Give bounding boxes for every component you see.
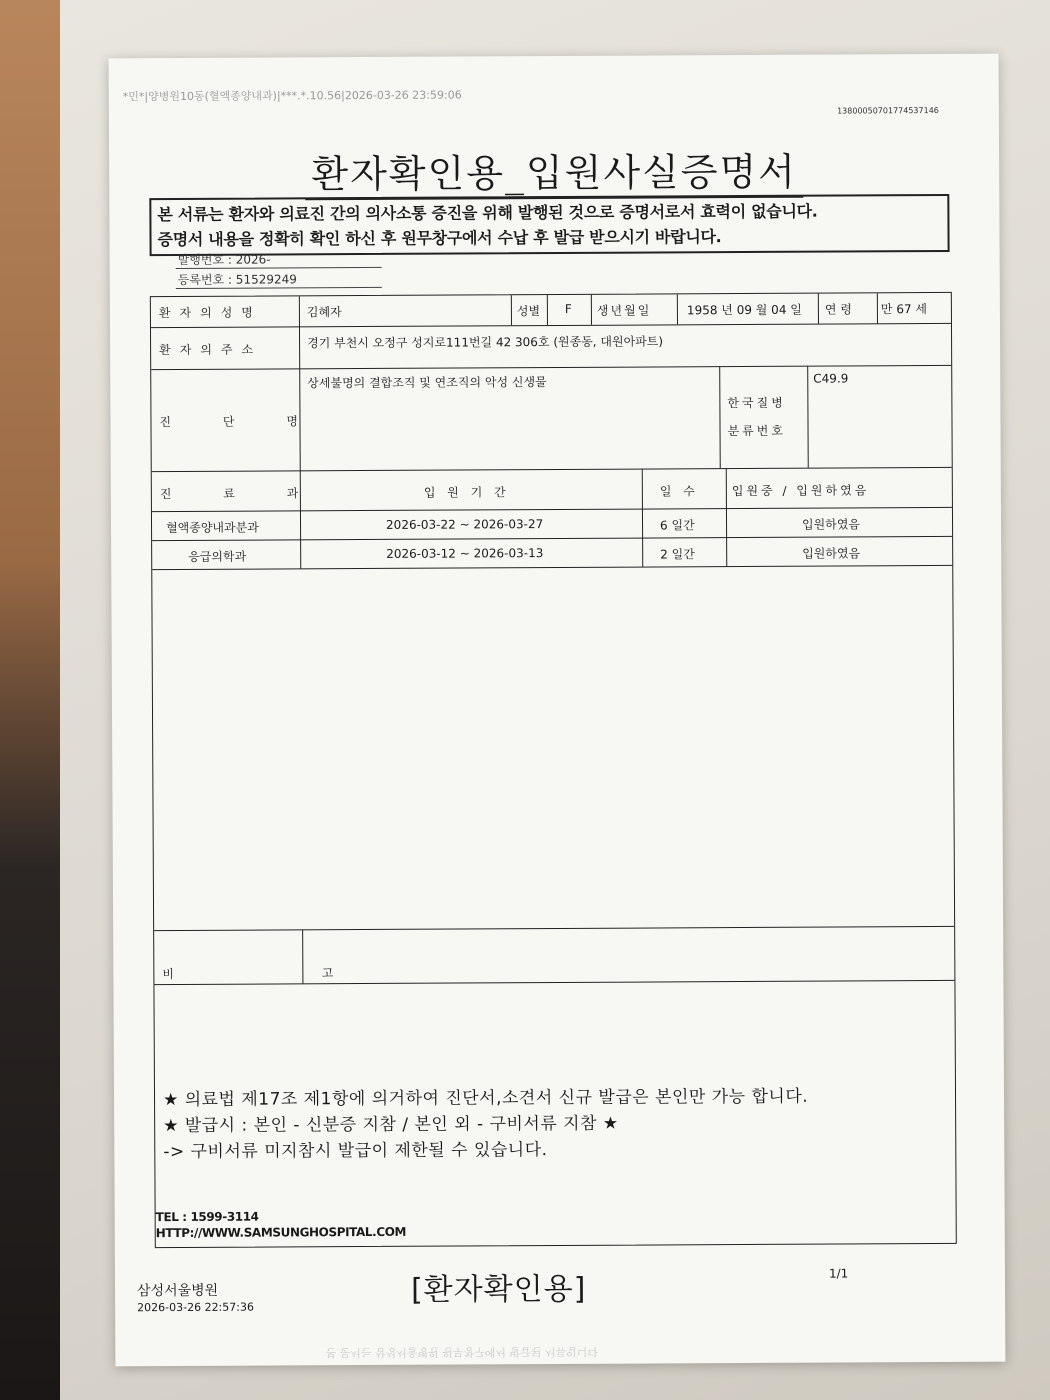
page-number: 1/1 — [828, 1266, 849, 1281]
row-line — [152, 507, 952, 512]
label-address: 환자의주소 — [159, 342, 263, 358]
column-line — [511, 295, 512, 325]
column-line — [299, 296, 301, 568]
patient-sex: F — [564, 301, 572, 316]
footer-note-3: -> 구비서류 미지참시 발급이 제한될 수 있습니다. — [163, 1140, 548, 1163]
column-line — [818, 294, 819, 324]
admission-2-period: 2026-03-12 ~ 2026-03-13 — [386, 546, 544, 561]
label-days: 일 수 — [659, 484, 699, 499]
column-line — [719, 366, 721, 468]
notice-line-1: 본 서류는 환자와 의료진 간의 의사소통 증진을 위해 발행된 것으로 증명서로서 효력이 없습니다. — [157, 201, 818, 225]
column-line — [642, 469, 644, 567]
row-line — [151, 365, 951, 370]
registration-number: 등록번호 : 51529249 — [177, 272, 297, 287]
patient-birth-date: 1958 년 09 월 04 일 — [686, 302, 802, 318]
issue-number: 발행번호 : 2026- — [177, 252, 271, 267]
admission-2-days: 2 일간 — [660, 547, 695, 562]
certificate-form — [150, 292, 957, 1248]
diagnosis-name: 상세불명의 결합조직 및 연조직의 악성 신생물 — [307, 375, 547, 391]
column-line — [547, 295, 548, 325]
label-admission-period: 입 원 기 간 — [423, 485, 510, 500]
label-patient-name: 환자의성명 — [158, 305, 262, 321]
patient-age: 만 67 세 — [880, 302, 928, 317]
admission-1-status: 입원하였음 — [801, 517, 861, 532]
admission-1-dept: 혈액종양내과분과 — [166, 520, 259, 536]
label-birth-date: 생년월일 — [596, 303, 652, 318]
column-line — [677, 294, 678, 324]
issue-number-underline — [176, 267, 382, 269]
row-line — [152, 565, 952, 570]
admission-2-dept: 응급의학과 — [188, 549, 247, 564]
certificate-paper — [109, 54, 1006, 1367]
print-id: 13800050701774537146 — [837, 105, 939, 116]
label-remarks: 비 고 — [162, 965, 406, 982]
contact-info — [156, 1208, 407, 1241]
bleed-through-text: 본 문서는 삼성서울병원 원무창구에서 발급된 서류입니다 — [325, 1344, 598, 1360]
registration-number-underline — [176, 287, 382, 289]
label-sex: 성별 — [516, 304, 541, 319]
admission-1-days: 6 일간 — [659, 518, 695, 533]
patient-confirm-mark: [환자확인용] — [410, 1271, 587, 1308]
column-line — [726, 468, 728, 566]
hospital-name: 삼성서울병원 — [136, 1282, 219, 1300]
row-line — [151, 323, 951, 328]
footer-note-2: ★ 발급시 : 본인 - 신분증 지참 / 본인 외 - 구비서류 지참 ★ — [163, 1113, 619, 1137]
admission-2-status: 입원하였음 — [802, 546, 861, 561]
diagnosis-code: C49.9 — [813, 371, 849, 386]
row-line — [152, 467, 952, 472]
patient-name: 김혜자 — [306, 305, 342, 320]
notice-box — [149, 194, 949, 256]
document-title-text: 환자확인용_입원사실증명서 — [305, 150, 803, 201]
column-line — [591, 295, 592, 325]
column-line — [807, 366, 809, 468]
label-status: 입원중 / 입원하였음 — [731, 483, 870, 499]
patient-address: 경기 부천시 오정구 성지로111번길 42 306호 (원종동, 대원아파트) — [307, 334, 664, 351]
notice-line-2: 증명서 내용을 정확히 확인 하신 후 원무창구에서 수납 후 발급 받으시기 바랍니다. — [157, 227, 722, 250]
label-kcd-2: 분류번호 — [727, 423, 786, 439]
column-line — [877, 293, 878, 323]
print-header: *민*|양병원10동(혈액종양내과)|***.*.10.56|2026-03-26 23:59:06 — [122, 88, 462, 104]
label-kcd-1: 한국질병 — [727, 395, 786, 411]
footer-note-1: ★ 의료법 제17조 제1항에 의거하여 진단서,소견서 신규 발급은 본인만 가능 합니다. — [162, 1086, 809, 1111]
label-department: 진 료 과 — [159, 486, 323, 502]
row-line — [152, 536, 952, 541]
admission-1-period: 2026-03-22 ~ 2026-03-27 — [385, 517, 544, 532]
issue-time: 2026-03-26 22:57:36 — [137, 1300, 254, 1315]
document-title — [109, 140, 999, 200]
row-line — [154, 926, 954, 931]
contact-url: HTTP://WWW.SAMSUNGHOSPITAL.COM — [155, 1224, 407, 1241]
contact-tel: TEL : 1599-3114 — [155, 1209, 259, 1225]
footer-notes — [163, 1084, 809, 1165]
label-age: 연 령 — [824, 302, 852, 317]
label-diagnosis: 진 단 명 — [159, 414, 322, 430]
